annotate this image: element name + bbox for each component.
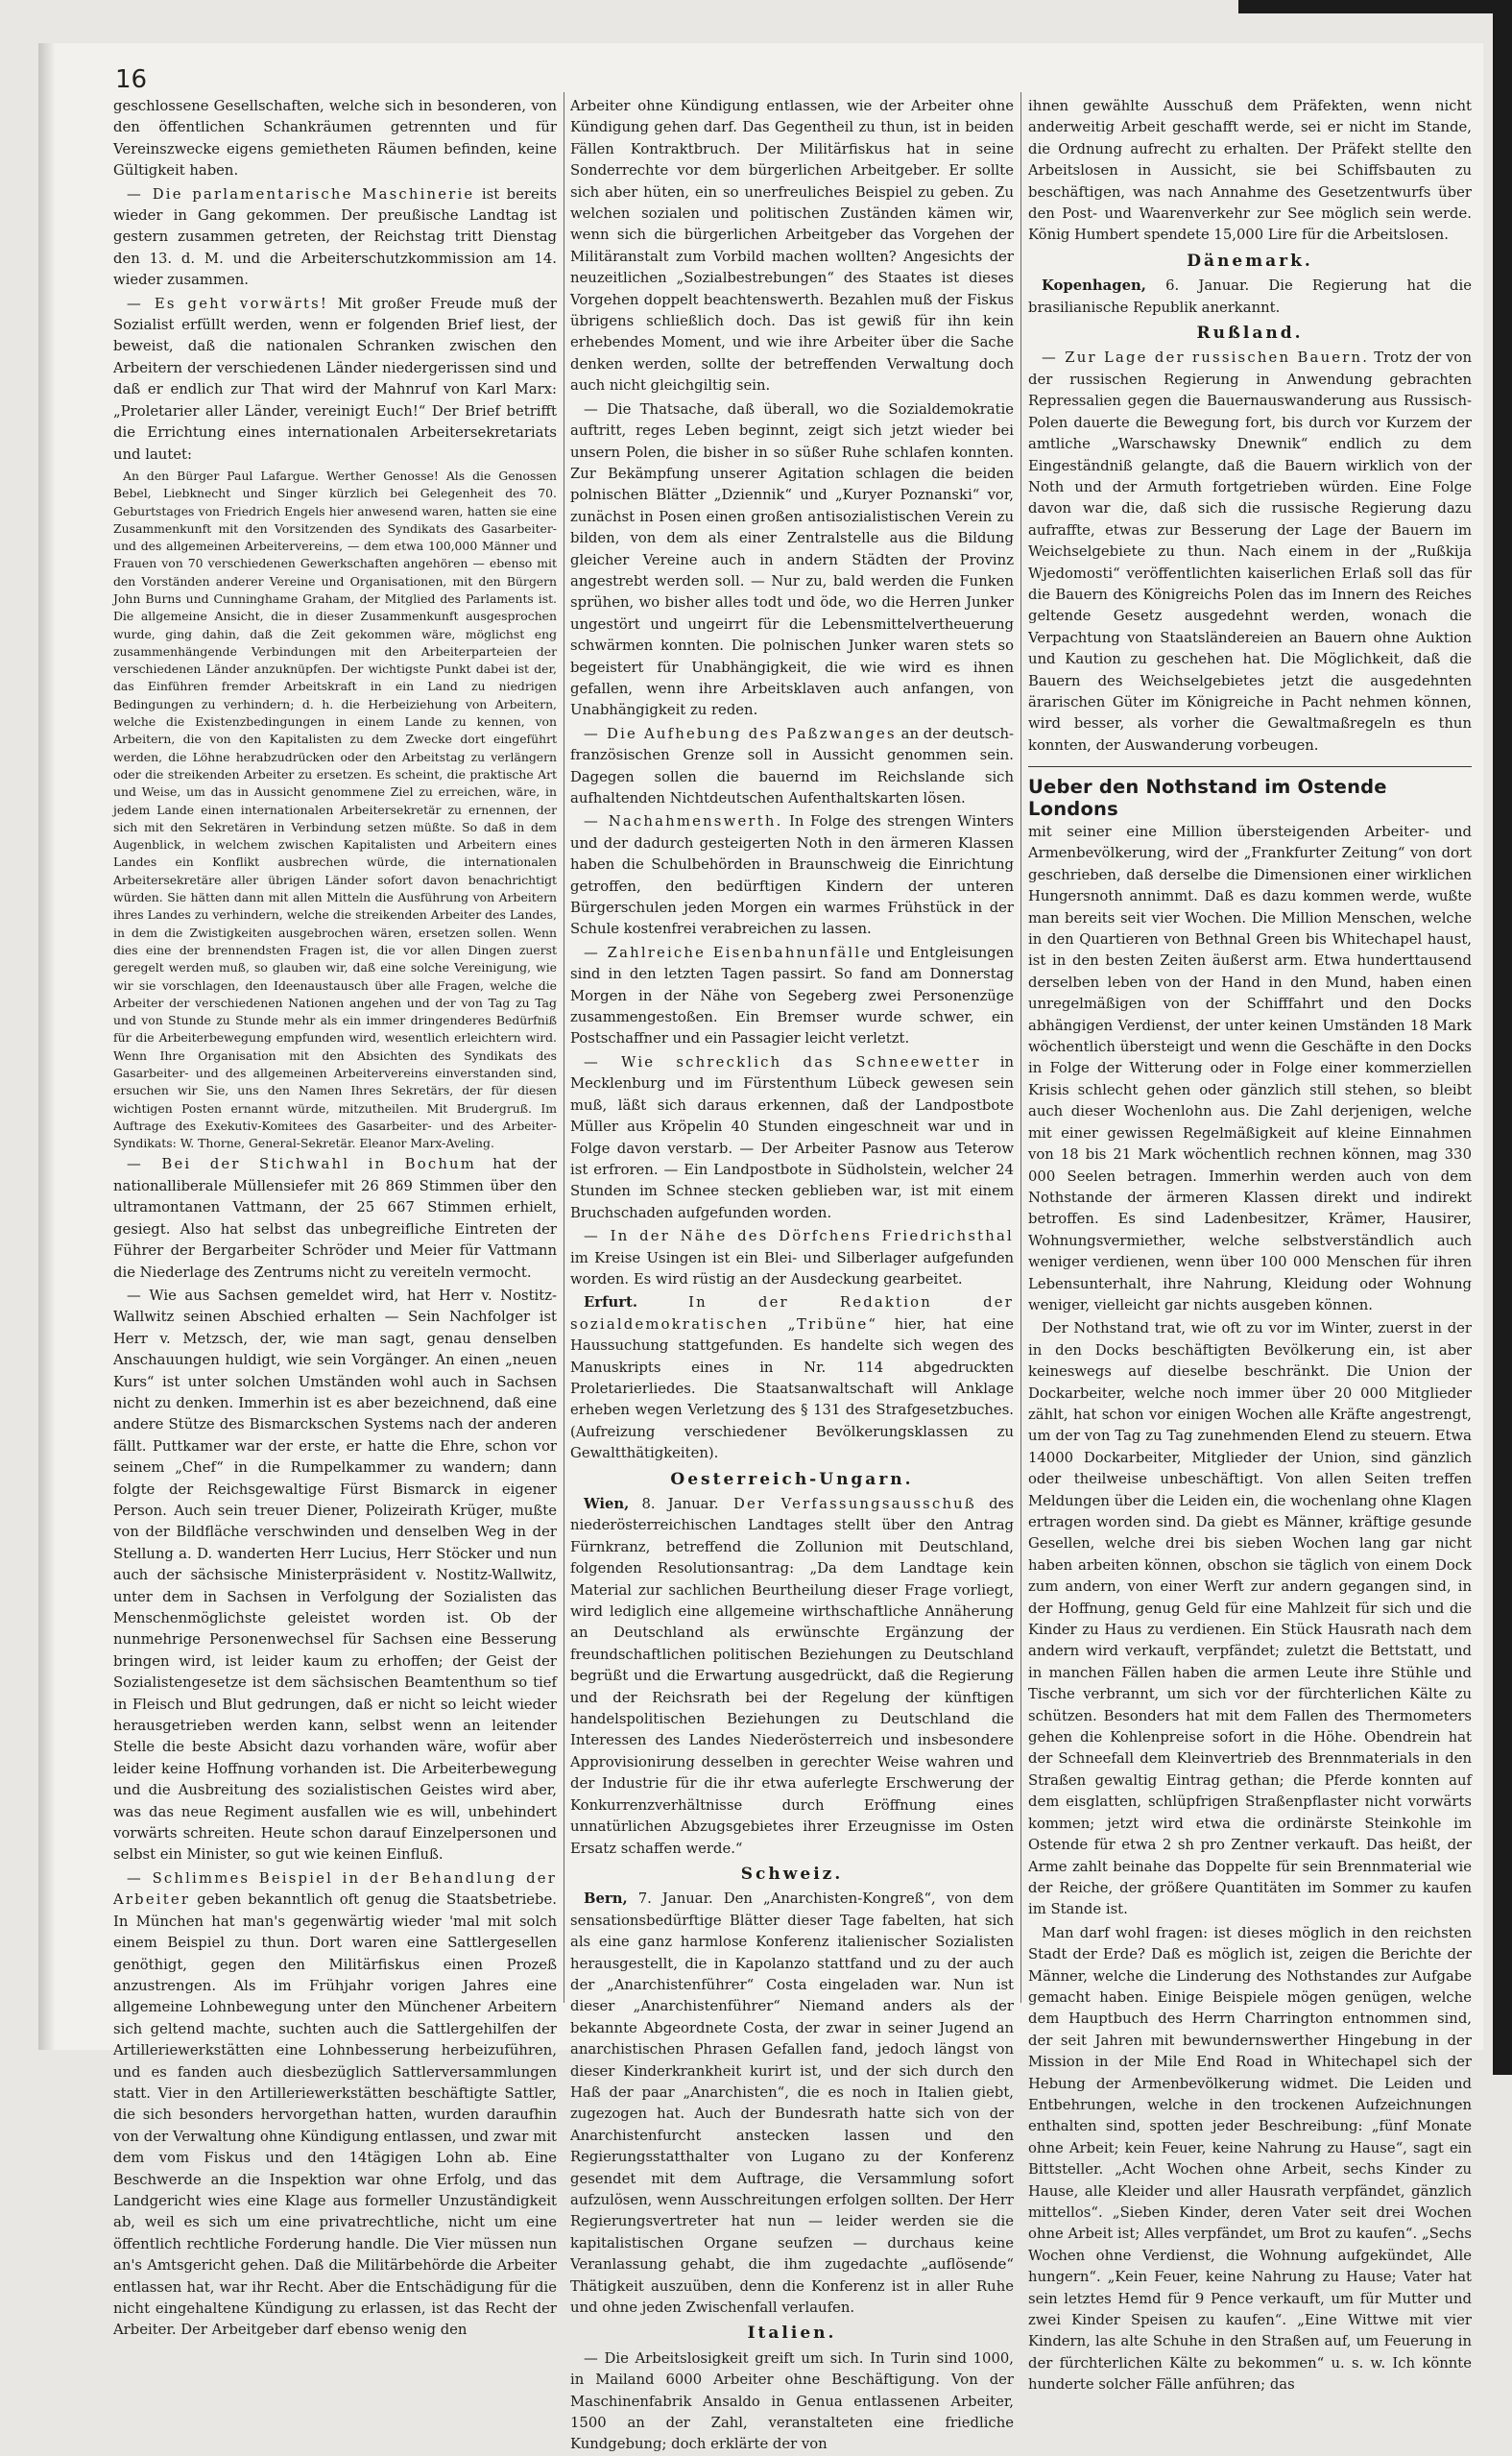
article-text: 7. Januar. Den „Anarchisten-Kongreß“, von dem sensationsbedürftige Blätter dieser Tage fabelten, hat sich als eine ganz harmlose Konferenz italienischer Sozialisten herausgestellt, die in Kapolanzo stattfand und zu der auch der „Anarchistenführer“ Costa eingeladen war. Nun ist dieser „Anarchistenführer“ Niemand anders als der bekannte Abgeordnete Costa, der zwar in seiner Jugend an anarchistischen Phrasen Gefallen fand, jedoch längst von dieser Kinderkrankheit kurirt ist, und der sich durch den Haß der paar „Anarchisten“, die es noch in Italien giebt, zugezogen hat. Auch der Bundesrath hatte sich von der Anarchistenfurcht anstecken lassen und den Regierungsstatthalter von Lugano zu der Konferenz gesendet mit dem Auftrage, die Versammlung sofort aufzulösen, wenn Ausschreitungen erfolgen sollten. Der Herr Regierungsvertreter hat nun — leider werden sie die kapitalistischen Organe seufzen — durchaus keine Veranlassung gehabt, die ihm zugedachte „auflösende“ Thätigkeit auszuüben, denn die Konferenz ist in aller Ruhe und ohne jeden Zwischenfall verlaufen. bbox=[570, 1890, 1014, 2317]
article-text: Mit großer Freude muß der Sozialist erfüllt werden, wenn er folgenden Brief liest, der beweist, daß die nationalen Schranken zwischen den Arbeitern der verschiedenen Länder niedergerissen sind und daß er endlich zur That wird der Mahnruf von Karl Marx: „Proletarier aller Länder, vereinigt Euch!“ Der Brief betrifft die Errichtung eines internationalen Arbeitersekretariats und lautet: bbox=[113, 295, 557, 463]
article-text: geben bekanntlich oft genug die Staatsbetriebe. In München hat man's gegenwärtig wieder 'mal mit solch einem Beispiel zu thun. Dort waren eine Sattlergesellen genöthigt, gegen den Militärfiskus einen Prozeß anzustrengen. Als im Frühjahr vorigen Jahres eine allgemeine Lohnbewegung unter den Münchener Arbeitern sich geltend machte, suchten auch die Sattlergehilfen der Artilleriewerkstätten eine Lohnbesserung herbeizuführen, und es fanden auch diesbezüglich Sattlerversammlungen statt. Vier in den Artilleriewerkstätten beschäftigte Sattler, die sich besonders hervorgethan hatten, wurden daraufhin von der Verwaltung ohne Kündigung entlassen, und zwar mit dem vom Fiskus und den 14tägigen Lohn ab. Eine Beschwerde an die Inspektion war ohne Erfolg, und das Landgericht wies eine Klage aus formeller Unzuständigkeit ab, weil es sich um eine privatrechtliche, nicht um eine öffentlich rechtliche Forderung handle. Die Vier müssen nun an's Amtsgericht gehen. Daß die Militärbehörde die Arbeiter entlassen hat, war ihr Recht. Aber die Entschädigung für die nicht eingehaltene Kündigung zu erlassen, ist das Recht der Arbeiter. Der Arbeitgeber darf ebenso wenig den bbox=[113, 1891, 557, 2339]
article-paragraph bbox=[570, 1052, 1014, 1224]
article-paragraph: ihnen gewählte Ausschuß dem Präfekten, wenn nicht anderweitig Arbeit geschafft werde, sei er nicht im Stande, die Ordnung aufrecht zu erhalten. Der Präfekt stellte den Arbeitslosen in Aussicht, sie bei Schiffsbauten zu beschäftigen, was nach Annahme des Gesetzentwurfs über den Post- und Waarenverkehr zur See möglich sein werde. König Humbert spendete 15,000 Lire für die Arbeitslosen. bbox=[1028, 98, 1472, 244]
article-paragraph bbox=[1028, 276, 1472, 319]
article-paragraph bbox=[570, 724, 1014, 810]
article-headline: — Die parlamentarische Maschinerie bbox=[127, 185, 475, 203]
article-text: ist bereits wieder in Gang gekommen. Der preußische Landtag ist gestern zusammen getreten, der Reichstag tritt Dienstag den 13. d. M. und die Arbeiterschutzkommission am 14. wieder zusammen. bbox=[113, 185, 557, 289]
page-number: 16 bbox=[115, 65, 148, 94]
article-headline: — Nachahmenswerth. bbox=[584, 813, 783, 831]
dateline-date: 8. Januar. bbox=[629, 1496, 719, 1512]
column-rule-2 bbox=[1020, 92, 1021, 2003]
article-headline: In der Redaktion der sozialdemokratischen „Tribüne“ bbox=[570, 1294, 1014, 1333]
column-1 bbox=[113, 96, 557, 2339]
section-heading-oesterreich: Oesterreich-Ungarn. bbox=[670, 1469, 914, 1489]
article-paragraph bbox=[570, 1226, 1014, 1290]
article-paragraph: — Die Thatsache, daß überall, wo die Sozialdemokratie auftritt, reges Leben beginnt, zeigt sich jetzt wieder bei unsern Polen, die bisher in so süßer Ruhe schlafen konnten. Zur Bekämpfung unserer Agitation schlagen die beiden polnischen Blätter „Dziennik“ und „Kuryer Poznanski“ vor, zunächst in Posen einen großen antisozialistischen Verein zu bilden, von dem als einer Zentralstelle aus die Bildung gleicher Vereine auch in andern Städten der Provinz angestrebt werden soll. — Nur zu, bald werden die Funken sprühen, wo bisher alles todt und öde, wo die Herren Junker ungestört und ungeirrt für die Lebensmittelvertheuerung schwärmen konnten. Die polnischen Junker waren stets so begeistert für Unabhängigkeit, die wie wird es ihnen gefallen, wenn ihre Arbeitsklaven auch anfangen, von Unabhängigkeit zu reden. bbox=[570, 400, 1014, 719]
column-2 bbox=[570, 96, 1015, 2453]
article-paragraph bbox=[570, 1292, 1014, 1464]
article-paragraph bbox=[570, 943, 1014, 1050]
article-headline: — In der Nähe des Dörfchens Friedrichsthal bbox=[584, 1228, 1014, 1245]
article-text: des niederösterreichischen Landtages stellt über den Antrag Fürnkranz, betreffend die Zollunion mit Deutschland, folgenden Resolutionsantrag: „Da dem Landtage kein Material zur sachlichen Beurtheilung dieser Frage vorliegt, wird lediglich eine allgemeine wirthschaftliche Annäherung an Deutschland als erwünschte Ergänzung der freundschaftlichen politischen Beziehungen zu Deutschland begrüßt und die Erwartung ausgedrückt, daß die Regierung und der Reichsrath bei der Regelung der künftigen handelspolitischen Beziehungen zu Deutschland die Interessen des Landes Niederösterreich und insbesondere Approvisionirung desselben in gerechter Weise wahren und der Industrie für die ihr etwa auferlegte Erschwerung der Konkurrenzverhältnisse durch Eröffnung eines unnatürlichen Abzugsgebietes ihrer Erzeugnisse im Osten Ersatz schaffen werde.“ bbox=[570, 1496, 1015, 1857]
section-divider bbox=[1028, 766, 1472, 767]
article-text: Trotz der von der russischen Regierung in Anwendung gebrachten Repressalien gegen die Bauernauswanderung aus Russisch-Polen dauerte die Bewegung fort, bis durch vor Kurzem der amtliche „Warschawsky Dnewnik“ endlich zu dem Eingeständniß gelangte, daß die Bauern wirklich von der Noth und der Armuth fortgetrieben würden. Eine Folge davon war die, daß sich die russische Regierung dazu aufraffte, etwas zur Besserung der Lage der Bauern im Weichselgebiete zu thun. Nach einem in der „Rußkija Wjedomosti“ veröffentlichten kaiserlichen Erlaß soll das für die Bauern des Königreichs Polen das im Innern des Reiches geltende Gesetz ausgedehnt werden, wonach die Verpachtung von Staatsländereien an Bauern ohne Auktion und Kaution zu geschehen hat. Die Möglichkeit, daß die Bauern des Weichselgebietes jetzt die ausgedehnten ärarischen Güter im Königreiche in Pacht nehmen können, wird besser, als vorher die Gewaltmaßregeln es thun konnten, der Auswanderung vorbeugen. bbox=[1028, 349, 1472, 754]
article-text: hier, hat eine Haussuchung stattgefunden. Es handelte sich wegen des Manuskripts eines in Nr. 114 abgedruckten Proletarierliedes. Die Staatsanwaltschaft will Anklage erheben wegen Verletzung des § 131 des Strafgesetzbuches. (Aufreizung verschiedener Bevölkerungsklassen zu Gewaltthätigkeiten). bbox=[570, 1315, 1014, 1462]
article-paragraph bbox=[1028, 348, 1472, 757]
article-paragraph: geschlossene Gesellschaften, welche sich in besonderen, von den öffentlichen Schankräumen getrennten und für Vereinszwecke eigens gemietheten Räumen befinden, keine Gültigkeit haben. bbox=[113, 98, 557, 180]
article-headline: — Die Aufhebung des Paßzwanges bbox=[584, 725, 897, 742]
section-heading-schweiz: Schweiz. bbox=[740, 1864, 844, 1884]
section-heading-russland: Rußland. bbox=[1196, 324, 1304, 344]
article-paragraph: Arbeiter ohne Kündigung entlassen, wie der Arbeiter ohne Kündigung gehen darf. Das Gegentheil zu thun, ist in beiden Fällen Kontraktbruch. Der Militärfiskus hat in seine Sonderrechte vor dem bürgerlichen Arbeitgeber. Er sollte sich aber hüten, ein so unerfreuliches Beispiel zu geben. Zu welchen sozialen und politischen Zuständen kämen wir, wenn sich die bürgerlichen Arbeitgeber das Vorgehen der Militäranstalt zum Vorbild machen wollten? Angesichts der neuzeitlichen „Sozialbestrebungen“ des Staates ist dieses Vorgehen doppelt beachtenswerth. Bezahlen muß der Fiskus übrigens schließlich doch. Das ist gewiß für ihn kein erhebendes Moment, und wie ihre Arbeiter über die Sache denken werden, sollte der betreffenden Verwaltung doch auch nicht gleichgiltig sein. bbox=[570, 98, 1014, 395]
article-paragraph bbox=[570, 811, 1014, 940]
section-heading-italien: Italien. bbox=[747, 2324, 837, 2344]
article-text: im Kreise Usingen ist ein Blei- und Silberlager aufgefunden worden. Es wird rüstig an der Ausdeckung gearbeitet. bbox=[570, 1249, 1014, 1288]
article-paragraph bbox=[113, 1154, 557, 1283]
article-paragraph bbox=[113, 184, 557, 292]
article-text: hat der nationalliberale Müllensiefer mit 26 869 Stimmen über den ultramontanen Vattmann, der 25 667 Stimmen erhielt, gesiegt. Also hat selbst das unbegreifliche Eintreten der Führer der Bergarbeiter Schröder und Meier für Vattmann die Niederlage des Zentrums nicht zu vereiteln vermocht. bbox=[113, 1156, 557, 1281]
article-headline: — Es geht vorwärts! bbox=[127, 295, 329, 312]
dateline-place: Wien, bbox=[584, 1496, 630, 1512]
article-text: an der deutsch-französischen Grenze soll in Aussicht genommen sein. Dagegen sollen die bauernd im Reichslande sich aufhaltenden Nichtdeutschen Aufenthaltskarten lösen. bbox=[570, 725, 1014, 807]
article-text: in Mecklenburg und im Fürstenthum Lübeck gewesen sein muß, läßt sich daraus erkennen, daß der Landpostbote Müller aus Kröpelin 40 Stunden eingeschneit war und in Folge davon verstarb. — Der Arbeiter Pasnow aus Teterow ist erfroren. — Ein Landpostbote in Südholstein, welcher 24 Stunden im Schnee stecken geblieben war, ist mit einem Bruchschaden aufgefunden worden. bbox=[570, 1053, 1015, 1221]
article-text: und Entgleisungen sind in den letzten Tagen passirt. So fand am Donnerstag Morgen in der Nähe von Segeberg zwei Personenzüge zusammengestoßen. Ein Bremser wurde schwer, ein Postschaffner und ein Passagier leicht verletzt. bbox=[570, 944, 1014, 1047]
article-paragraph bbox=[570, 1889, 1014, 2319]
article-paragraph: — Die Arbeitslosigkeit greift um sich. In Turin sind 1000, in Mailand 6000 Arbeiter ohne Beschäftigung. Von der Maschinenfabrik Ansaldo in Genua entlassenen Arbeiter, 1500 an der Zahl, veranstalteten eine friedliche Kundgebung; doch erklärte der von bbox=[570, 2349, 1014, 2453]
feature-headline: Ueber den Nothstand im Ostende Londons bbox=[1028, 776, 1387, 820]
article-paragraph: — Wie aus Sachsen gemeldet wird, hat Herr v. Nostitz-Wallwitz seinen Abschied erhalten — Sein Nachfolger ist Herr v. Metzsch, der, wie man sagt, genau denselben Anschauungen huldigt, wie sein Vorgänger. An einen „neuen Kurs“ ist unter solchen Umständen wohl auch in Sachsen nicht zu denken. Immerhin ist es aber bezeichnend, daß eine andere Stütze des Bismarckschen Systems nach der anderen fällt. Puttkamer war der erste, er hatte die Ehre, schon vor seinem „Chef“ in die Rumpelkammer zu wandern; dann folgte der Reichsgewaltige Fürst Bismarck in eigener Person. Auch sein treuer Diener, Polizeirath Krüger, mußte von der Bildfläche verschwinden und denselben Weg in der Stellung a. D. wanderten Herr Lucius, Herr Stöcker und nun auch der sächsische Ministerpräsident v. Nostitz-Wallwitz, unter dem in Sachsen in Verfolgung der Sozialisten das Menschenmöglichste geleistet worden ist. Ob der nunmehrige Personenwechsel für Sachsen eine Besserung bringen wird, ist leider kaum zu erhoffen; der Geist der Sozialistengesetze ist dem sächsischen Beamtenthum so tief in Fleisch und Blut gedrungen, daß er nicht so leicht wieder herausgetrieben werden kann, selbst wenn an leitender Stelle die beste Absicht dazu vorhanden wäre, wofür aber leider keine Hoffnung vorhanden ist. Die Arbeiterbewegung und die Ausbreitung des sozialistischen Geistes wird aber, was das neue Regiment ausfallen wie es will, unbehindert vorwärts schreiten. Heute schon darauf Einzelpersonen und selbst ein Minister, so gut wie keinen Einfluß. bbox=[113, 1287, 557, 1864]
article-paragraph: mit seiner eine Million übersteigenden Arbeiter- und Armenbevölkerung, wird der „Frankfurter Zeitung“ von dort geschrieben, daß derselbe die Dimensionen einer wirklichen Hungersnoth annimmt. Daß es dazu kommen werde, wußte man bereits seit vier Wochen. Die Million Menschen, welche in den Quartieren von Bethnal Green bis Whitechapel haust, ist in den besten Zeiten äußerst arm. Etwa hunderttausend derselben leben von der Hand in den Mund, haben einen unregelmäßigen von der Schifffahrt und den Docks abhängigen Verdienst, der unter keinen Umständen 18 Mark wöchentlich übersteigt und wenn die Geschäfte in den Docks in Folge der Witterung oder in Folge einer kommerziellen Krisis schlecht gehen oder gänzlich still stehen, so bleibt auch dieser Wochenlohn aus. Die Zahl derjenigen, welche mit einer gewissen Regelmäßigkeit auf kleine Einnahmen von 18 bis 21 Mark wöchentlich rechnen können, mag 330 000 Seelen betragen. Immerhin werden auch von dem Nothstande der ärmeren Klassen direkt und indirekt betroffen. Es sind Ladenbesitzer, Krämer, Hausirer, Wohnungsvermiether, welche selbstverständlich auch weniger verdienen, wenn über 100 000 Menschen für ihren Lebensunterhalt, ihre Nahrung, Kleidung oder Wohnung weniger, vielleicht gar nichts ausgeben können. bbox=[1028, 824, 1472, 1313]
article-headline: — Zahlreiche Eisenbahnunfälle bbox=[584, 944, 873, 961]
article-paragraph: Man darf wohl fragen: ist dieses möglich in den reichsten Stadt der Erde? Daß es möglich ist, zeigen die Berichte der Männer, welche die Linderung des Nothstandes zur Aufgabe gemacht haben. Einige Beispiele mögen genügen, welche dem Hauptbuch des Herrn Charrington entnommen sind, der seit Jahren mit bewundernswerther Hingebung in der Mission in der Mile End Road in Whitechapel sich der Hebung der Armenbevölkerung widmet. Die Leiden und Entbehrungen, welche in den trockenen Aufzeichnungen enthalten sind, spotten jeder Beschreibung: „fünf Monate ohne Arbeit; kein Feuer, keine Nahrung zu Hause“, sagt ein Bittsteller. „Acht Wochen ohne Arbeit, sechs Kinder zu Hause, alle Kleider und aller Hausrath verpfändet, gänzlich mittellos“. „Sieben Kinder, deren Vater seit drei Wochen ohne Arbeit ist; Alles verpfändet, um Brot zu kaufen“. „Sechs Wochen ohne Verdienst, die Wohnung aufgekündet, Alle hungern“. „Kein Feuer, keine Nahrung zu Hause; Vater hat sein letztes Hemd für 9 Pence verkauft, um für Mutter und zwei Kinder Speisen zu kaufen“. „Eine Wittwe mit vier Kindern, las alte Schuhe in den Straßen auf, um Feuerung in der fürchterlichen Kälte zu bekommen“ u. s. w. Ich könnte hunderte solcher Fälle anführen; das bbox=[1028, 1924, 1472, 2394]
article-paragraph bbox=[113, 1868, 557, 2342]
article-paragraph bbox=[113, 294, 557, 466]
article-text: 6. Januar. Die Regierung hat die brasilianische Republik anerkannt. bbox=[1028, 277, 1472, 316]
page-fold-shadow bbox=[38, 43, 56, 2050]
article-paragraph: Der Nothstand trat, wie oft zu vor im Winter, zuerst in der in den Docks beschäftigten Bevölkerung ein, ist aber keineswegs auf dieselbe beschränkt. Die Union der Dockarbeiter, welche noch immer über 20 000 Mitglieder zählt, hat schon vor einigen Wochen alle Kräfte angestrengt, um der von Tag zu Tag zunehmenden Elend zu steuern. Etwa 14000 Dockarbeiter, Mitglieder der Union, sind gänzlich oder theilweise unbeschäftigt. Von allen Seiten treffen Meldungen über die Leiden ein, die wochenlang ohne Klagen ertragen worden sind. Da giebt es Männer, kräftige gesunde Gesellen, welche drei bis sieben Wochen lang gar nicht haben arbeiten können, obschon sie täglich von einem Dock zum andern, von einer Werft zur andern gegangen sind, in der Hoffnung, genug Geld für eine Mahlzeit für sich und die Kinder zu Haus zu verdienen. Ein Stück Hausrath nach dem andern wird verkauft, verpfändet; zuletzt die Bettstatt, und in manchen Fällen haben die armen Leute ihre Stühle und Tische verbrannt, um sich vor der fürchterlichen Kälte zu schützen. Besonders hat mit dem Fallen des Thermometers gehen die Kohlenpreise sofort in die Höhe. Obendrein hat der Schneefall dem Kleinvertrieb des Brennmaterials in den Straßen gewaltig Eintrag gethan; die Pferde konnten auf dem eisglatten, schlüpfrigen Straßenpflaster nicht vorwärts kommen; jetzt wird etwa die ordinärste Steinkohle im Ostende für etwa 2 sh pro Zentner verkauft. Das heißt, der Arme zahlt beinahe das Doppelte für sein Brennmaterial wie der Reiche, der größere Quantitäten im Sommer zu kaufen im Stande ist. bbox=[1028, 1320, 1472, 1918]
article-headline: — Zur Lage der russischen Bauern. bbox=[1042, 349, 1370, 367]
article-headline: — Schlimmes Beispiel in der Behandlung der Arbeiter bbox=[113, 1869, 557, 1909]
article-headline: — Wie schrecklich das Schneewetter bbox=[584, 1053, 981, 1071]
section-heading-daenemark: Dänemark. bbox=[1187, 251, 1313, 271]
scan-border-top bbox=[1238, 0, 1512, 13]
article-paragraph bbox=[570, 1494, 1014, 1860]
column-3 bbox=[1028, 96, 1472, 2394]
letter-quote: An den Bürger Paul Lafargue. Werther Genosse! Als die Genossen Bebel, Liebknecht und Singer kürzlich bei Gelegenheit des 70. Geburtstages von Friedrich Engels hier anwesend waren, hatten sie eine Zusammenkunft mit den Vorsitzenden des Syndikats des Gasarbeiter- und des allgemeinen Arbeitervereins, — dem etwa 100,000 Männer und Frauen von 70 verschiedenen Gewerkschaften angehören — ebenso mit den Vorständen anderer Vereine und Organisationen, mit den Bürgern John Burns und Cunninghame Graham, der Mitglied des Parlaments ist. Die allgemeine Ansicht, die in dieser Zusammenkunft ausgesprochen wurde, ging dahin, daß die Zeit gekommen wäre, möglichst eng zusammenhängende Verbindungen mit den Arbeiterparteien der verschiedenen Länder anzuknüpfen. Der wichtigste Punkt dabei ist der, das Einführen fremder Arbeitskraft in ein Land zu niedrigen Bedingungen zu verhindern; d. h. die Herbeiziehung von Arbeitern, welche die Existenzbedingungen in einem Lande zu kennen, von Arbeitern, die von den Kapitalisten zu dem Zwecke dort eingeführt werden, die Löhne herabzudrücken oder den Arbeitstag zu verlängern oder die streikenden Arbeiter zu ersetzen. Es scheint, die praktische Art und Weise, um das in Aussicht genommene Ziel zu erreichen, wäre, in jedem Lande einen internationalen Arbeitersekretär zu ernennen, der sich mit den Sekretären in Verbindung setzen müßte. So daß in dem Augenblick, in welchem zwischen Kapitalisten und Arbeitern eines Landes ein Konflikt ausbrechen würde, die internationalen Arbeitersekretäre aller übrigen Länder sofort davon benachrichtigt würden. Sie hätten dann mit allen Mitteln die Ausführung von Arbeitern ihres Landes zu verhindern, welche die streikenden Arbeiter des Landes, in dem die Zwistigkeiten ausgebrochen wären, ersetzen sollen. Wenn dies eine der brennendsten Fragen ist, die vor allen Dingen zuerst geregelt werden muß, so glauben wir, daß eine solche Vereinigung, wie wir sie vorschlagen, den Ideenaustausch über alle Fragen, welche die Arbeiter der verschiedenen Nationen angehen und der von Tag zu Tag und von Stunde zu Stunde mehr als ein immer dringenderes Bedürfniß für die Arbeiterbewegung empfunden wird, wesentlich erleichtern wird. Wenn Ihre Organisation mit den Absichten des Syndikats des Gasarbeiter- und des allgemeinen Arbeitervereins einverstanden sind, ersuchen wir Sie, uns den Namen Ihres Sekretärs, der für diesen wichtigen Posten ernannt würde, mitzutheilen. Mit Brudergruß. Im Auftrage des Exekutiv-Komitees des Gasarbeiter- und des Arbeiter-Syndikats: W. Thorne, General-Sekretär. Eleanor Marx-Aveling. bbox=[113, 468, 557, 1151]
dateline-place: Bern, bbox=[584, 1890, 628, 1908]
article-text: In Folge des strengen Winters und der dadurch gesteigerten Noth in den ärmeren Klassen haben die Schulbehörden in Braunschweig die Einrichtung getroffen, den bedürftigen Kindern der unteren Bürgerschulen jeden Morgen ein warmes Frühstück in der Schule kostenfrei verabreichen zu lassen. bbox=[570, 813, 1015, 938]
article-headline: Der Verfassungsausschuß bbox=[718, 1496, 976, 1512]
article-headline: — Bei der Stichwahl in Bochum bbox=[127, 1156, 477, 1173]
dateline-place: Kopenhagen, bbox=[1042, 277, 1146, 295]
scan-border-right bbox=[1493, 0, 1512, 2075]
dateline-place: Erfurt. bbox=[584, 1294, 637, 1312]
